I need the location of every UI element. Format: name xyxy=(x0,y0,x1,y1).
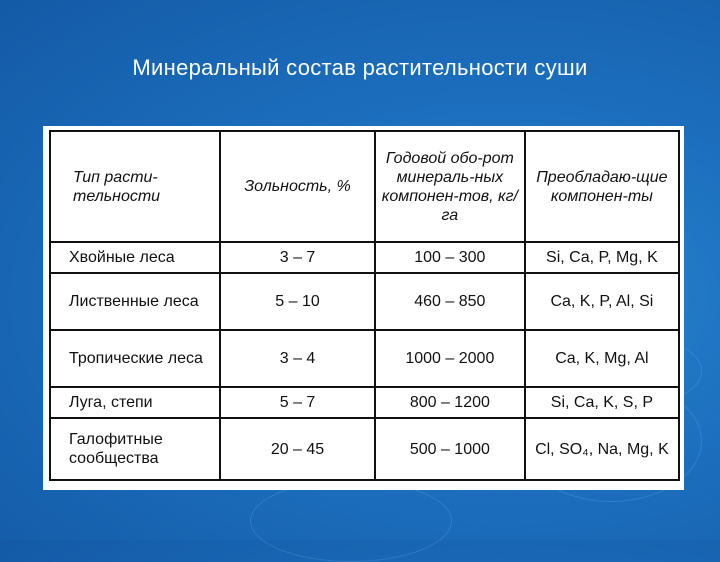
table-header-row xyxy=(50,131,679,242)
table-row xyxy=(50,242,679,273)
cell-annual-turnover: 100 – 300 xyxy=(375,242,525,273)
table-row xyxy=(50,273,679,330)
table-row xyxy=(50,387,679,418)
cell-ash-content: 20 – 45 xyxy=(220,418,375,480)
cell-ash-content: 3 – 4 xyxy=(220,330,375,387)
cell-vegetation-type: Тропические леса xyxy=(50,330,220,387)
cell-vegetation-type: Хвойные леса xyxy=(50,242,220,273)
cell-dominant-components: Si, Ca, P, Mg, K xyxy=(525,242,679,273)
header-annual-turnover: Годовой обо-рот минераль-ных компонен-тов, кг/га xyxy=(375,131,525,242)
cell-dominant-components: Si, Ca, K, S, P xyxy=(525,387,679,418)
cell-vegetation-type: Галофитные сообщества xyxy=(50,418,220,480)
cell-annual-turnover: 500 – 1000 xyxy=(375,418,525,480)
cell-vegetation-type: Луга, степи xyxy=(50,387,220,418)
cell-annual-turnover: 460 – 850 xyxy=(375,273,525,330)
cell-dominant-components: Ca, K, P, Al, Si xyxy=(525,273,679,330)
header-dominant-components: Преобладаю-щие компонен-ты xyxy=(525,131,679,242)
header-ash-content: Зольность, % xyxy=(220,131,375,242)
cell-ash-content: 5 – 7 xyxy=(220,387,375,418)
cell-dominant-components: Cl, SO₄, Na, Mg, K xyxy=(525,418,679,480)
cell-vegetation-type: Лиственные леса xyxy=(50,273,220,330)
mineral-composition-table xyxy=(49,130,680,481)
cell-dominant-components: Ca, K, Mg, Al xyxy=(525,330,679,387)
cell-ash-content: 5 – 10 xyxy=(220,273,375,330)
table-row xyxy=(50,330,679,387)
cell-annual-turnover: 800 – 1200 xyxy=(375,387,525,418)
slide-title: Минеральный состав растительности суши xyxy=(132,55,588,80)
table-row xyxy=(50,418,679,480)
table-panel xyxy=(43,126,684,490)
cell-ash-content: 3 – 7 xyxy=(220,242,375,273)
background-ripple xyxy=(250,480,452,562)
cell-annual-turnover: 1000 – 2000 xyxy=(375,330,525,387)
header-vegetation-type: Тип расти-тельности xyxy=(50,131,220,242)
